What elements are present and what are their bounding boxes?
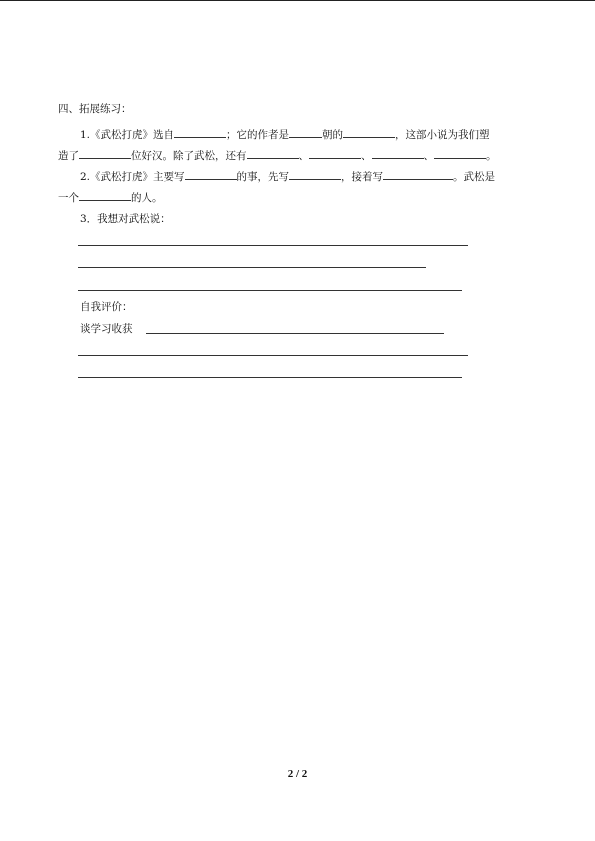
eval-line-1[interactable]: [78, 355, 468, 356]
question-2-line-2: 一个 的人。: [58, 189, 163, 205]
blank-1-hero-a[interactable]: [247, 147, 299, 159]
page-top-border: [0, 0, 595, 1]
page-number: 2 / 2: [287, 768, 308, 780]
blank-2-trait[interactable]: [79, 189, 131, 201]
blank-1-hero-d[interactable]: [434, 147, 486, 159]
answer-line-1[interactable]: [78, 245, 468, 246]
answer-line-2[interactable]: [78, 267, 426, 268]
answer-line-3[interactable]: [78, 290, 462, 291]
blank-1-count[interactable]: [79, 147, 131, 159]
question-1-line-1: 1.《武松打虎》选自 ；它的作者是 朝的 ，这部小说为我们塑: [80, 126, 490, 142]
blank-1-author[interactable]: [343, 126, 395, 138]
blank-2-main[interactable]: [185, 168, 237, 180]
section-title: 四、拓展练习：: [58, 103, 132, 115]
blank-1-hero-c[interactable]: [372, 147, 424, 159]
question-2-line-1: 2.《武松打虎》主要写 的事，先写 ，接着写 。武松是: [80, 168, 495, 184]
blank-1-source[interactable]: [174, 126, 226, 138]
self-eval-gain-label: 谈学习收获: [80, 323, 133, 335]
gain-answer-line[interactable]: [146, 333, 444, 334]
blank-2-then[interactable]: [383, 168, 453, 180]
blank-1-hero-b[interactable]: [309, 147, 361, 159]
eval-line-2[interactable]: [78, 377, 462, 378]
blank-1-dynasty[interactable]: [289, 126, 322, 138]
self-eval-gain-row: [80, 322, 133, 336]
self-eval-title: 自我评价：: [80, 301, 133, 313]
question-1-line-2: 造了 位好汉。除了武松，还有 、 、 、 。: [58, 147, 497, 163]
question-3: 3．我想对武松说：: [80, 213, 171, 225]
blank-2-first[interactable]: [289, 168, 341, 180]
